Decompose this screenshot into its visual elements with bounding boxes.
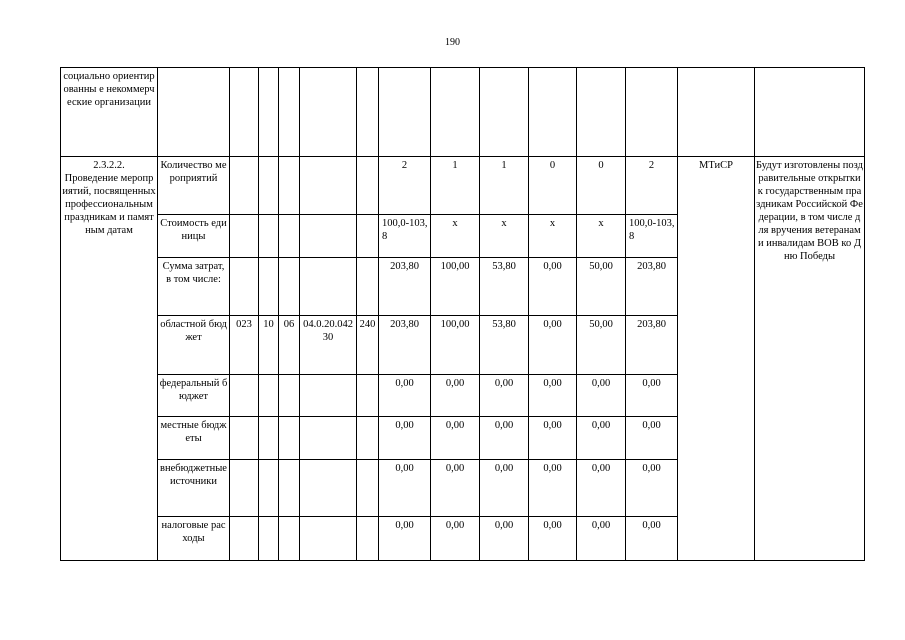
value-cell: 0,00: [431, 460, 480, 517]
vr-cell: [357, 517, 379, 561]
value-cell: 2: [626, 157, 678, 215]
value-cell: 0,00: [626, 460, 678, 517]
budget-table: [60, 67, 865, 561]
value-cell: 100,0-103,8: [626, 215, 678, 258]
value-cell: 203,80: [626, 316, 678, 375]
value-cell: 0,00: [529, 258, 577, 316]
measure-code: 2.3.2.2.: [93, 160, 125, 171]
rz-cell: [259, 215, 279, 258]
row-label: Количество мероприятий: [158, 157, 230, 215]
page-number: 190: [445, 37, 460, 48]
rz-cell: [259, 517, 279, 561]
value-cell: 0,00: [379, 417, 431, 460]
csr-cell: [300, 460, 357, 517]
value-cell: 1: [480, 157, 529, 215]
value-cell: 0,00: [626, 417, 678, 460]
value-cell: 1: [431, 157, 480, 215]
csr-cell: [300, 375, 357, 417]
value-cell: 0,00: [431, 417, 480, 460]
rz-cell: [259, 157, 279, 215]
vr-cell: [357, 215, 379, 258]
csr-cell: [300, 517, 357, 561]
csr-cell: [300, 258, 357, 316]
value-cell: 203,80: [379, 316, 431, 375]
grbs-cell: [230, 417, 259, 460]
value-cell: 50,00: [577, 316, 626, 375]
pr-cell: [279, 258, 300, 316]
csr-cell: [300, 417, 357, 460]
rz-cell: [259, 375, 279, 417]
grbs-cell: [230, 157, 259, 215]
grbs-cell: [230, 215, 259, 258]
value-cell: 203,80: [626, 258, 678, 316]
csr-cell: 04.0.20.04230: [300, 316, 357, 375]
result-cell: Будут изготовлены поздравительные открытки к государственным праздникам Российской Федерации, в том числе для вручения ветеранам и инвалидам ВОВ ко Дню Победы: [755, 157, 865, 561]
row-label: областной бюджет: [158, 316, 230, 375]
vr-cell: [357, 258, 379, 316]
value-cell: 0,00: [626, 375, 678, 417]
value-cell: x: [431, 215, 480, 258]
value-cell: 0,00: [431, 517, 480, 561]
value-cell: 0,00: [577, 517, 626, 561]
executor-cell: МТиСР: [678, 157, 755, 561]
pr-cell: [279, 417, 300, 460]
value-cell: 50,00: [577, 258, 626, 316]
value-cell: 0,00: [379, 375, 431, 417]
value-cell: 0,00: [480, 460, 529, 517]
pr-cell: [279, 375, 300, 417]
rz-cell: 10: [259, 316, 279, 375]
value-cell: 100,00: [431, 258, 480, 316]
measure-name: Проведение мероприятий, посвященных профессиональным праздникам и памятным датам: [62, 173, 156, 236]
rz-cell: [259, 417, 279, 460]
grbs-cell: [230, 460, 259, 517]
rz-cell: [259, 460, 279, 517]
value-cell: 0: [577, 157, 626, 215]
value-cell: 0,00: [577, 460, 626, 517]
row-label: внебюджетные источники: [158, 460, 230, 517]
vr-cell: 240: [357, 316, 379, 375]
grbs-cell: [230, 258, 259, 316]
value-cell: 0,00: [626, 517, 678, 561]
row-label: Стоимость единицы: [158, 215, 230, 258]
header-first-cell: социально ориентированны е некоммерческие организации: [61, 68, 158, 157]
row-label: Сумма затрат, в том числе:: [158, 258, 230, 316]
value-cell: 0,00: [480, 517, 529, 561]
value-cell: 0,00: [379, 460, 431, 517]
value-cell: 100,0-103,8: [379, 215, 431, 258]
value-cell: 0,00: [529, 517, 577, 561]
value-cell: 53,80: [480, 258, 529, 316]
measure-cell: [61, 157, 158, 561]
table-row: [61, 68, 865, 157]
value-cell: 0,00: [577, 375, 626, 417]
row-label: местные бюджеты: [158, 417, 230, 460]
value-cell: 100,00: [431, 316, 480, 375]
value-cell: 0,00: [529, 375, 577, 417]
value-cell: 203,80: [379, 258, 431, 316]
table-row: [61, 157, 865, 215]
grbs-cell: [230, 375, 259, 417]
vr-cell: [357, 460, 379, 517]
pr-cell: [279, 517, 300, 561]
value-cell: 0,00: [577, 417, 626, 460]
csr-cell: [300, 157, 357, 215]
csr-cell: [300, 215, 357, 258]
value-cell: x: [529, 215, 577, 258]
pr-cell: 06: [279, 316, 300, 375]
value-cell: 0,00: [379, 517, 431, 561]
value-cell: 0,00: [529, 316, 577, 375]
vr-cell: [357, 157, 379, 215]
row-label: налоговые расходы: [158, 517, 230, 561]
vr-cell: [357, 417, 379, 460]
value-cell: 0,00: [480, 375, 529, 417]
row-label: федеральный бюджет: [158, 375, 230, 417]
pr-cell: [279, 215, 300, 258]
value-cell: 0: [529, 157, 577, 215]
vr-cell: [357, 375, 379, 417]
value-cell: 0,00: [529, 460, 577, 517]
grbs-cell: [230, 517, 259, 561]
value-cell: 0,00: [480, 417, 529, 460]
pr-cell: [279, 157, 300, 215]
rz-cell: [259, 258, 279, 316]
value-cell: 0,00: [529, 417, 577, 460]
value-cell: x: [577, 215, 626, 258]
value-cell: 2: [379, 157, 431, 215]
value-cell: 53,80: [480, 316, 529, 375]
value-cell: x: [480, 215, 529, 258]
grbs-cell: 023: [230, 316, 259, 375]
value-cell: 0,00: [431, 375, 480, 417]
pr-cell: [279, 460, 300, 517]
